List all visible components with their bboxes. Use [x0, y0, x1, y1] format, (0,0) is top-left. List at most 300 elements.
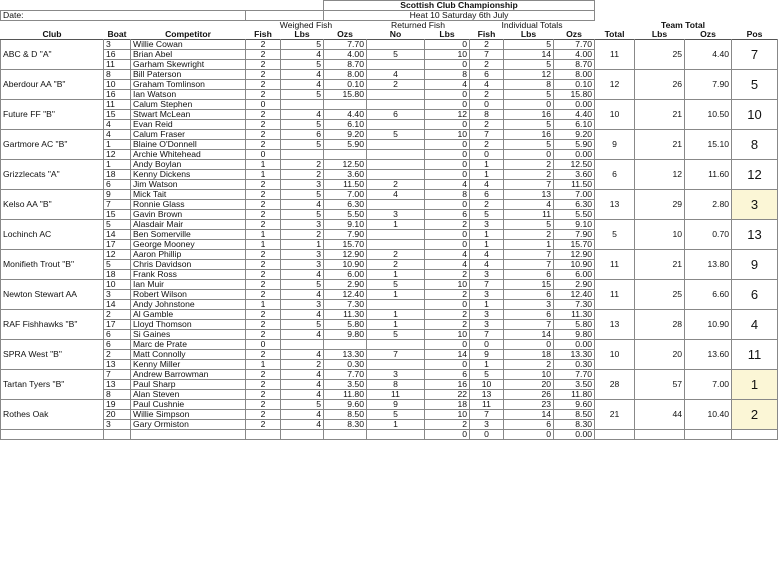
- boat-number: 4: [104, 120, 131, 130]
- individual-lbs: 6: [504, 310, 554, 320]
- weighed-fish-count: 2: [246, 370, 281, 380]
- returned-lbs: 0: [425, 340, 470, 350]
- boat-number: 14: [104, 230, 131, 240]
- weighed-lbs: 5: [281, 140, 324, 150]
- weighed-lbs: 5: [281, 120, 324, 130]
- competitor-name: Calum Fraser: [131, 130, 246, 140]
- individual-ozs: 12.90: [554, 250, 595, 260]
- competitor-name: Marc de Prate: [131, 340, 246, 350]
- competitor-name: Andrew Barrowman: [131, 370, 246, 380]
- boat-number: 3: [104, 290, 131, 300]
- individual-lbs: 23: [504, 400, 554, 410]
- individual-lbs: 10: [504, 370, 554, 380]
- weighed-fish-count: 2: [246, 220, 281, 230]
- returned-lbs: 0: [425, 170, 470, 180]
- weighed-fish-count: 2: [246, 320, 281, 330]
- weighed-lbs: 4: [281, 110, 324, 120]
- individual-lbs: 18: [504, 350, 554, 360]
- individual-ozs: 7.00: [554, 190, 595, 200]
- individual-ozs: 9.20: [554, 130, 595, 140]
- weighed-fish-count: 2: [246, 290, 281, 300]
- weighed-fish-count: 2: [246, 190, 281, 200]
- returned-count: [367, 200, 425, 210]
- returned-lbs: 0: [425, 300, 470, 310]
- returned-count: 1: [367, 320, 425, 330]
- returned-count: [367, 170, 425, 180]
- weighed-ozs: 11.50: [324, 180, 367, 190]
- column-header: Competitor: [165, 30, 211, 39]
- competitor-name: Evan Reid: [131, 120, 246, 130]
- team-total-fish: 6: [595, 160, 635, 190]
- returned-count: [367, 150, 425, 160]
- individual-lbs: 6: [504, 270, 554, 280]
- boat-number: 16: [104, 50, 131, 60]
- competitor-name: Alasdair Mair: [131, 220, 246, 230]
- individual-fish: 1: [470, 300, 504, 310]
- trailing-cell: [246, 430, 281, 440]
- club-name: Tartan Tyers "B": [1, 370, 104, 400]
- weighed-ozs: 11.80: [324, 390, 367, 400]
- weighed-fish-count: 1: [246, 360, 281, 370]
- weighed-ozs: 12.90: [324, 250, 367, 260]
- individual-ozs: 7.70: [554, 370, 595, 380]
- individual-lbs: 4: [504, 200, 554, 210]
- returned-count: 1: [367, 420, 425, 430]
- trailing-cell: [595, 430, 635, 440]
- returned-count: [367, 240, 425, 250]
- weighed-lbs: 3: [281, 260, 324, 270]
- weighed-ozs: 11.30: [324, 310, 367, 320]
- individual-ozs: 6.10: [554, 120, 595, 130]
- boat-number: 11: [104, 60, 131, 70]
- individual-lbs: 7: [504, 180, 554, 190]
- competitor-name: Andy Boylan: [131, 160, 246, 170]
- weighed-ozs: 4.40: [324, 110, 367, 120]
- returned-count: 5: [367, 410, 425, 420]
- individual-fish: 2: [470, 120, 504, 130]
- individual-lbs: 2: [504, 170, 554, 180]
- returned-lbs: 12: [425, 110, 470, 120]
- weighed-ozs: [324, 150, 367, 160]
- trailing-cell: [131, 430, 246, 440]
- club-name: Kelso AA "B": [1, 190, 104, 220]
- competitor-row: [1, 160, 778, 170]
- competitor-name: Chris Davidson: [131, 260, 246, 270]
- returned-lbs: 0: [425, 40, 470, 50]
- weighed-ozs: 9.60: [324, 400, 367, 410]
- club-name: Grizzlecats "A": [1, 160, 104, 190]
- weighed-lbs: 5: [281, 320, 324, 330]
- individual-lbs: 2: [504, 160, 554, 170]
- individual-lbs: 7: [504, 260, 554, 270]
- weighed-ozs: 7.30: [324, 300, 367, 310]
- team-total-lbs: 26: [635, 70, 685, 100]
- individual-lbs: 2: [504, 360, 554, 370]
- individual-fish: 3: [470, 320, 504, 330]
- returned-lbs: 2: [425, 310, 470, 320]
- column-header: Boat: [107, 30, 127, 39]
- weighed-lbs: 6: [281, 130, 324, 140]
- returned-lbs: 2: [425, 420, 470, 430]
- individual-lbs: 6: [504, 420, 554, 430]
- returned-count: [367, 160, 425, 170]
- team-total-lbs: 25: [635, 40, 685, 70]
- boat-number: 12: [104, 250, 131, 260]
- sheet-title: Scottish Club Championship: [324, 1, 595, 11]
- individual-lbs: 8: [504, 80, 554, 90]
- weighed-fish-count: 1: [246, 230, 281, 240]
- weighed-fish-count: 2: [246, 250, 281, 260]
- returned-count: 4: [367, 70, 425, 80]
- team-total-fish: 11: [595, 280, 635, 310]
- column-header: Lbs: [439, 30, 455, 39]
- weighed-fish-count: 1: [246, 170, 281, 180]
- competitor-row: [1, 130, 778, 140]
- weighed-fish-count: 2: [246, 280, 281, 290]
- individual-ozs: 15.70: [554, 240, 595, 250]
- weighed-fish-count: 2: [246, 180, 281, 190]
- competitor-name: Robert Wilson: [131, 290, 246, 300]
- individual-ozs: 11.30: [554, 310, 595, 320]
- weighed-ozs: 12.40: [324, 290, 367, 300]
- weighed-ozs: 15.70: [324, 240, 367, 250]
- returned-count: 1: [367, 310, 425, 320]
- trailing-ind-lbs: 0: [504, 430, 554, 440]
- column-header-row: [1, 30, 778, 40]
- individual-fish: 4: [470, 80, 504, 90]
- competitor-name: Willie Cowan: [131, 40, 246, 50]
- team-total-ozs: 10.50: [685, 100, 732, 130]
- individual-fish: 1: [470, 160, 504, 170]
- trailing-cell: [635, 430, 685, 440]
- boat-number: 15: [104, 110, 131, 120]
- competitor-row: [1, 250, 778, 260]
- individual-fish: 1: [470, 240, 504, 250]
- weighed-fish-count: 2: [246, 120, 281, 130]
- competitor-name: Frank Ross: [131, 270, 246, 280]
- individual-ozs: 3.60: [554, 170, 595, 180]
- weighed-lbs: 5: [281, 280, 324, 290]
- returned-count: [367, 90, 425, 100]
- competitor-name: Kenny Miller: [131, 360, 246, 370]
- position: 4: [732, 310, 778, 340]
- individual-lbs: 0: [504, 340, 554, 350]
- competitor-name: Mick Tait: [131, 190, 246, 200]
- returned-fish-header: Returned Fish: [391, 20, 445, 30]
- individual-lbs: 0: [504, 100, 554, 110]
- individual-ozs: 10.90: [554, 260, 595, 270]
- individual-ozs: 0.00: [554, 100, 595, 110]
- weighed-fish-count: 2: [246, 50, 281, 60]
- boat-number: 9: [104, 190, 131, 200]
- individual-fish: 7: [470, 330, 504, 340]
- team-total-lbs: 21: [635, 250, 685, 280]
- competitor-name: Matt Connolly: [131, 350, 246, 360]
- individual-lbs: 26: [504, 390, 554, 400]
- individual-lbs: 14: [504, 410, 554, 420]
- individual-fish: 3: [470, 290, 504, 300]
- individual-fish: 2: [470, 90, 504, 100]
- boat-number: 5: [104, 260, 131, 270]
- weighed-lbs: 4: [281, 80, 324, 90]
- competitor-name: Paul Cushnie: [131, 400, 246, 410]
- individual-ozs: 5.90: [554, 140, 595, 150]
- individual-fish: 0: [470, 150, 504, 160]
- competitor-name: Alan Steven: [131, 390, 246, 400]
- competitor-name: Lloyd Thomson: [131, 320, 246, 330]
- competitor-name: Ben Somerville: [131, 230, 246, 240]
- weighed-fish-count: 2: [246, 420, 281, 430]
- weighed-lbs: 2: [281, 170, 324, 180]
- team-total-ozs: 11.60: [685, 160, 732, 190]
- team-total-fish: 5: [595, 220, 635, 250]
- returned-count: 4: [367, 190, 425, 200]
- weighed-lbs: 2: [281, 230, 324, 240]
- weighed-lbs: [281, 340, 324, 350]
- weighed-fish-count: 2: [246, 390, 281, 400]
- individual-lbs: 6: [504, 290, 554, 300]
- weighed-lbs: 4: [281, 270, 324, 280]
- column-header: Ozs: [700, 30, 716, 39]
- individual-lbs: 3: [504, 300, 554, 310]
- column-header: Club: [42, 30, 62, 39]
- returned-count: [367, 140, 425, 150]
- club-name: RAF Fishhawks "B": [1, 310, 104, 340]
- individual-fish: 0: [470, 100, 504, 110]
- competitor-name: Kenny Dickens: [131, 170, 246, 180]
- weighed-lbs: 4: [281, 350, 324, 360]
- boat-number: 15: [104, 210, 131, 220]
- individual-fish: 3: [470, 310, 504, 320]
- individual-fish: 3: [470, 270, 504, 280]
- team-total-lbs: 29: [635, 190, 685, 220]
- returned-lbs: 4: [425, 250, 470, 260]
- trailing-ind-ozs: 0.00: [554, 430, 595, 440]
- returned-lbs: 0: [425, 120, 470, 130]
- returned-lbs: 2: [425, 290, 470, 300]
- individual-fish: 13: [470, 390, 504, 400]
- competitor-name: Blaine O'Donnell: [131, 140, 246, 150]
- weighed-fish-count: 2: [246, 270, 281, 280]
- competitor-row: [1, 340, 778, 350]
- boat-number: 1: [104, 160, 131, 170]
- individual-fish: 1: [470, 170, 504, 180]
- individual-lbs: 16: [504, 110, 554, 120]
- team-total-fish: 12: [595, 70, 635, 100]
- weighed-ozs: 9.10: [324, 220, 367, 230]
- boat-number: 7: [104, 200, 131, 210]
- competitor-name: Ronnie Glass: [131, 200, 246, 210]
- individual-fish: 3: [470, 420, 504, 430]
- weighed-ozs: 8.70: [324, 60, 367, 70]
- boat-number: 3: [104, 40, 131, 50]
- individual-ozs: 9.10: [554, 220, 595, 230]
- individual-fish: 4: [470, 250, 504, 260]
- weighed-ozs: 7.90: [324, 230, 367, 240]
- returned-count: 2: [367, 80, 425, 90]
- competitor-name: Archie Whitehead: [131, 150, 246, 160]
- weighed-lbs: 3: [281, 300, 324, 310]
- individual-ozs: 0.00: [554, 340, 595, 350]
- team-total-ozs: 10.90: [685, 310, 732, 340]
- returned-lbs: 0: [425, 230, 470, 240]
- weighed-lbs: 5: [281, 400, 324, 410]
- competitor-name: Graham Tomlinson: [131, 80, 246, 90]
- column-header: Total: [604, 30, 625, 39]
- competitor-name: Andy Johnstone: [131, 300, 246, 310]
- weighed-fish-count: 2: [246, 210, 281, 220]
- returned-count: 5: [367, 280, 425, 290]
- weighed-lbs: 4: [281, 380, 324, 390]
- returned-lbs: 0: [425, 90, 470, 100]
- weighed-lbs: 3: [281, 180, 324, 190]
- column-header: No: [389, 30, 402, 39]
- weighed-ozs: [324, 340, 367, 350]
- column-header: Lbs: [294, 30, 310, 39]
- club-name: Lochinch AC: [1, 220, 104, 250]
- returned-lbs: 4: [425, 80, 470, 90]
- weighed-lbs: 5: [281, 40, 324, 50]
- returned-lbs: 6: [425, 370, 470, 380]
- team-total-fish: 10: [595, 340, 635, 370]
- individual-lbs: 14: [504, 50, 554, 60]
- individual-fish: 4: [470, 260, 504, 270]
- team-total-fish: 21: [595, 400, 635, 430]
- boat-number: 6: [104, 330, 131, 340]
- individual-ozs: 5.80: [554, 320, 595, 330]
- club-name: Monifieth Trout "B": [1, 250, 104, 280]
- returned-count: 1: [367, 220, 425, 230]
- position: 3: [732, 190, 778, 220]
- individual-ozs: 7.90: [554, 230, 595, 240]
- weighed-ozs: 0.30: [324, 360, 367, 370]
- individual-ozs: 13.30: [554, 350, 595, 360]
- returned-lbs: 14: [425, 350, 470, 360]
- weighed-fish-count: 2: [246, 350, 281, 360]
- individual-ozs: 8.70: [554, 60, 595, 70]
- returned-lbs: 4: [425, 260, 470, 270]
- individual-lbs: 16: [504, 130, 554, 140]
- team-total-fish: 28: [595, 370, 635, 400]
- weighed-ozs: 8.00: [324, 70, 367, 80]
- returned-lbs: 0: [425, 60, 470, 70]
- trailing-cell: [324, 430, 367, 440]
- weighed-ozs: 5.90: [324, 140, 367, 150]
- individual-ozs: 5.50: [554, 210, 595, 220]
- club-name: Rothes Oak: [1, 400, 104, 430]
- team-total-lbs: 28: [635, 310, 685, 340]
- position: 8: [732, 130, 778, 160]
- returned-lbs: 8: [425, 70, 470, 80]
- boat-number: 18: [104, 170, 131, 180]
- returned-count: [367, 40, 425, 50]
- team-total-fish: 11: [595, 250, 635, 280]
- weighed-fish-count: 1: [246, 300, 281, 310]
- competitor-name: Si Gaines: [131, 330, 246, 340]
- team-total-ozs: 7.90: [685, 70, 732, 100]
- competitor-row: [1, 400, 778, 410]
- boat-number: 17: [104, 320, 131, 330]
- boat-number: 19: [104, 400, 131, 410]
- returned-lbs: 10: [425, 280, 470, 290]
- individual-fish: 2: [470, 200, 504, 210]
- weighed-fish-count: 1: [246, 160, 281, 170]
- individual-lbs: 12: [504, 70, 554, 80]
- boat-number: 18: [104, 270, 131, 280]
- individual-lbs: 5: [504, 40, 554, 50]
- individual-fish: 6: [470, 190, 504, 200]
- returned-count: 3: [367, 370, 425, 380]
- individual-ozs: 8.00: [554, 70, 595, 80]
- weighed-fish-count: 2: [246, 70, 281, 80]
- weighed-lbs: 3: [281, 220, 324, 230]
- individual-ozs: 12.50: [554, 160, 595, 170]
- team-total-fish: 10: [595, 100, 635, 130]
- competitor-name: Al Gamble: [131, 310, 246, 320]
- returned-count: 1: [367, 270, 425, 280]
- column-header: Fish: [254, 30, 272, 39]
- returned-count: 9: [367, 400, 425, 410]
- returned-lbs: 10: [425, 330, 470, 340]
- competitor-name: Gavin Brown: [131, 210, 246, 220]
- weighed-ozs: 8.50: [324, 410, 367, 420]
- weighed-fish-count: 2: [246, 400, 281, 410]
- individual-lbs: 0: [504, 150, 554, 160]
- club-name: Newton Stewart AA: [1, 280, 104, 310]
- boat-number: 4: [104, 130, 131, 140]
- individual-lbs: 14: [504, 330, 554, 340]
- weighed-lbs: 4: [281, 370, 324, 380]
- returned-lbs: 0: [425, 200, 470, 210]
- weighed-fish-count: 0: [246, 150, 281, 160]
- club-name: ABC & D "A": [1, 40, 104, 70]
- returned-count: [367, 120, 425, 130]
- returned-count: 5: [367, 330, 425, 340]
- weighed-lbs: 4: [281, 420, 324, 430]
- weighed-fish-count: 2: [246, 60, 281, 70]
- team-total-fish: 13: [595, 310, 635, 340]
- boat-number: 8: [104, 70, 131, 80]
- boat-number: 6: [104, 180, 131, 190]
- weighed-lbs: 4: [281, 310, 324, 320]
- trailing-cell: [732, 430, 778, 440]
- weighed-ozs: 4.00: [324, 50, 367, 60]
- individual-ozs: 11.80: [554, 390, 595, 400]
- position: 11: [732, 340, 778, 370]
- individual-lbs: 5: [504, 140, 554, 150]
- position: 10: [732, 100, 778, 130]
- column-header: Ozs: [566, 30, 582, 39]
- competitor-row: [1, 280, 778, 290]
- weighed-ozs: 6.30: [324, 200, 367, 210]
- weighed-ozs: 12.50: [324, 160, 367, 170]
- returned-lbs: 4: [425, 180, 470, 190]
- individual-fish: 7: [470, 280, 504, 290]
- individual-ozs: 8.30: [554, 420, 595, 430]
- weighed-lbs: 5: [281, 60, 324, 70]
- returned-count: [367, 100, 425, 110]
- trailing-cell: [104, 430, 131, 440]
- competitor-name: Ian Watson: [131, 90, 246, 100]
- weighed-fish-count: 2: [246, 80, 281, 90]
- returned-count: 8: [367, 380, 425, 390]
- team-total-fish: 13: [595, 190, 635, 220]
- boat-number: 17: [104, 240, 131, 250]
- boat-number: 7: [104, 370, 131, 380]
- weighed-ozs: 7.00: [324, 190, 367, 200]
- heat-label: Heat 10 Saturday 6th July: [324, 11, 595, 21]
- returned-count: 2: [367, 260, 425, 270]
